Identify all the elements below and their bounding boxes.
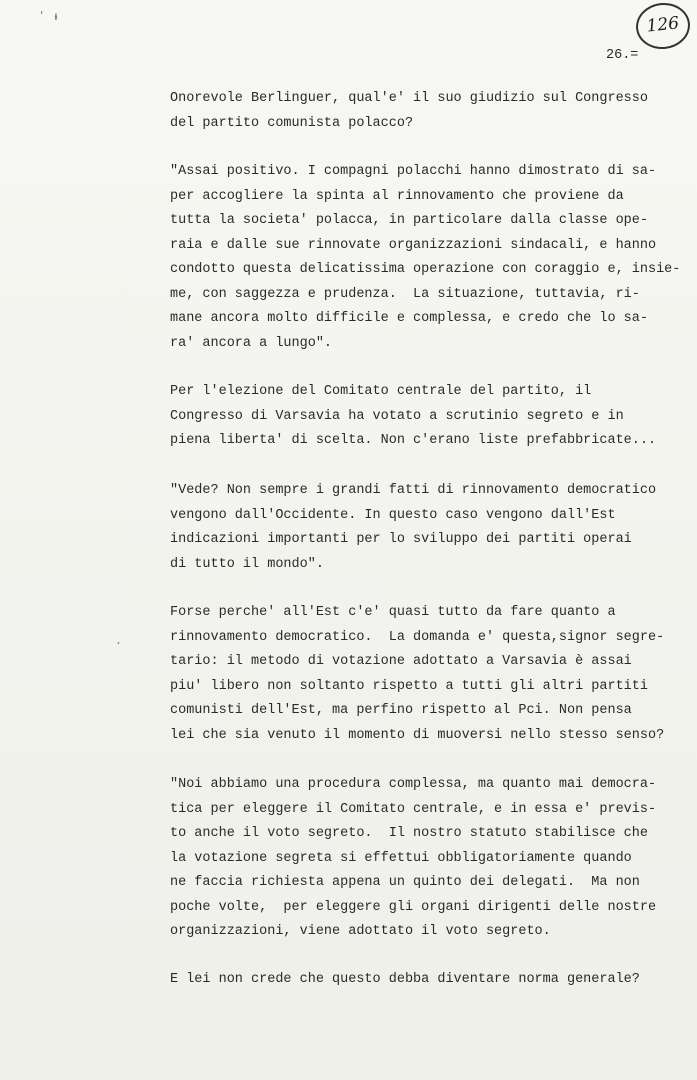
question-paragraph: E lei non crede che questo debba diventare norma generale? [170, 972, 640, 987]
corner-marks: ʼ ᵻ [38, 10, 60, 24]
answer-paragraph: "Vede? Non sempre i grandi fatti di rinnovamento democratico vengono dall'Occidente. In questo caso vengono dall'Est indicazioni importanti per lo sviluppo dei partiti operai di tutto il mondo". [170, 483, 657, 572]
question-paragraph: Onorevole Berlinguer, qual'e' il suo giudizio sul Congresso del partito comunista polacco? [170, 91, 648, 131]
margin-mark: ˊ [115, 641, 123, 655]
answer-paragraph: "Noi abbiamo una procedura complessa, ma quanto mai democra- tica per eleggere il Comitato centrale, e in essa e' previs- to anche il voto segreto. Il nostro statuto stabilisce che la votazione segreta si effettui obbligatoriamente quando ne faccia richiesta appena un quinto dei delegati. Ma non poche volte, per eleggere gli organi dirigenti delle nostre organizzazioni, viene adottato il voto segreto. [170, 777, 657, 939]
question-paragraph: Forse perche' all'Est c'e' quasi tutto da fare quanto a rinnovamento democratico. La domanda e' questa,signor segre- tario: il metodo di votazione adottato a Varsavia è assai piu' libero non soltanto rispetto a tutti gli altri partiti comunisti dell'Est, ma perfino rispetto al Pci. Non pensa lei che sia venuto il momento di muoversi nello stesso senso? [170, 605, 665, 743]
page-number: 26.= [606, 48, 639, 63]
page-stamp: 126 [634, 0, 693, 51]
question-paragraph: Per l'elezione del Comitato centrale del partito, il Congresso di Varsavia ha votato a scrutinio segreto e in piena liberta' di scelta. Non c'erano liste prefabbricate... [170, 384, 657, 448]
answer-paragraph: "Assai positivo. I compagni polacchi hanno dimostrato di sa- per accogliere la spinta al rinnovamento che proviene da tutta la societa' polacca, in particolare dalla classe ope- raia e dalle sue rinnovate organizzazioni sindacali, e hanno condotto questa delicatissima operazione con coraggio e, insie- me, con saggezza e prudenza. La situazione, tuttavia, ri- mane ancora molto difficile e complessa, e credo che lo sa- ra' ancora a lungo". [170, 164, 681, 351]
